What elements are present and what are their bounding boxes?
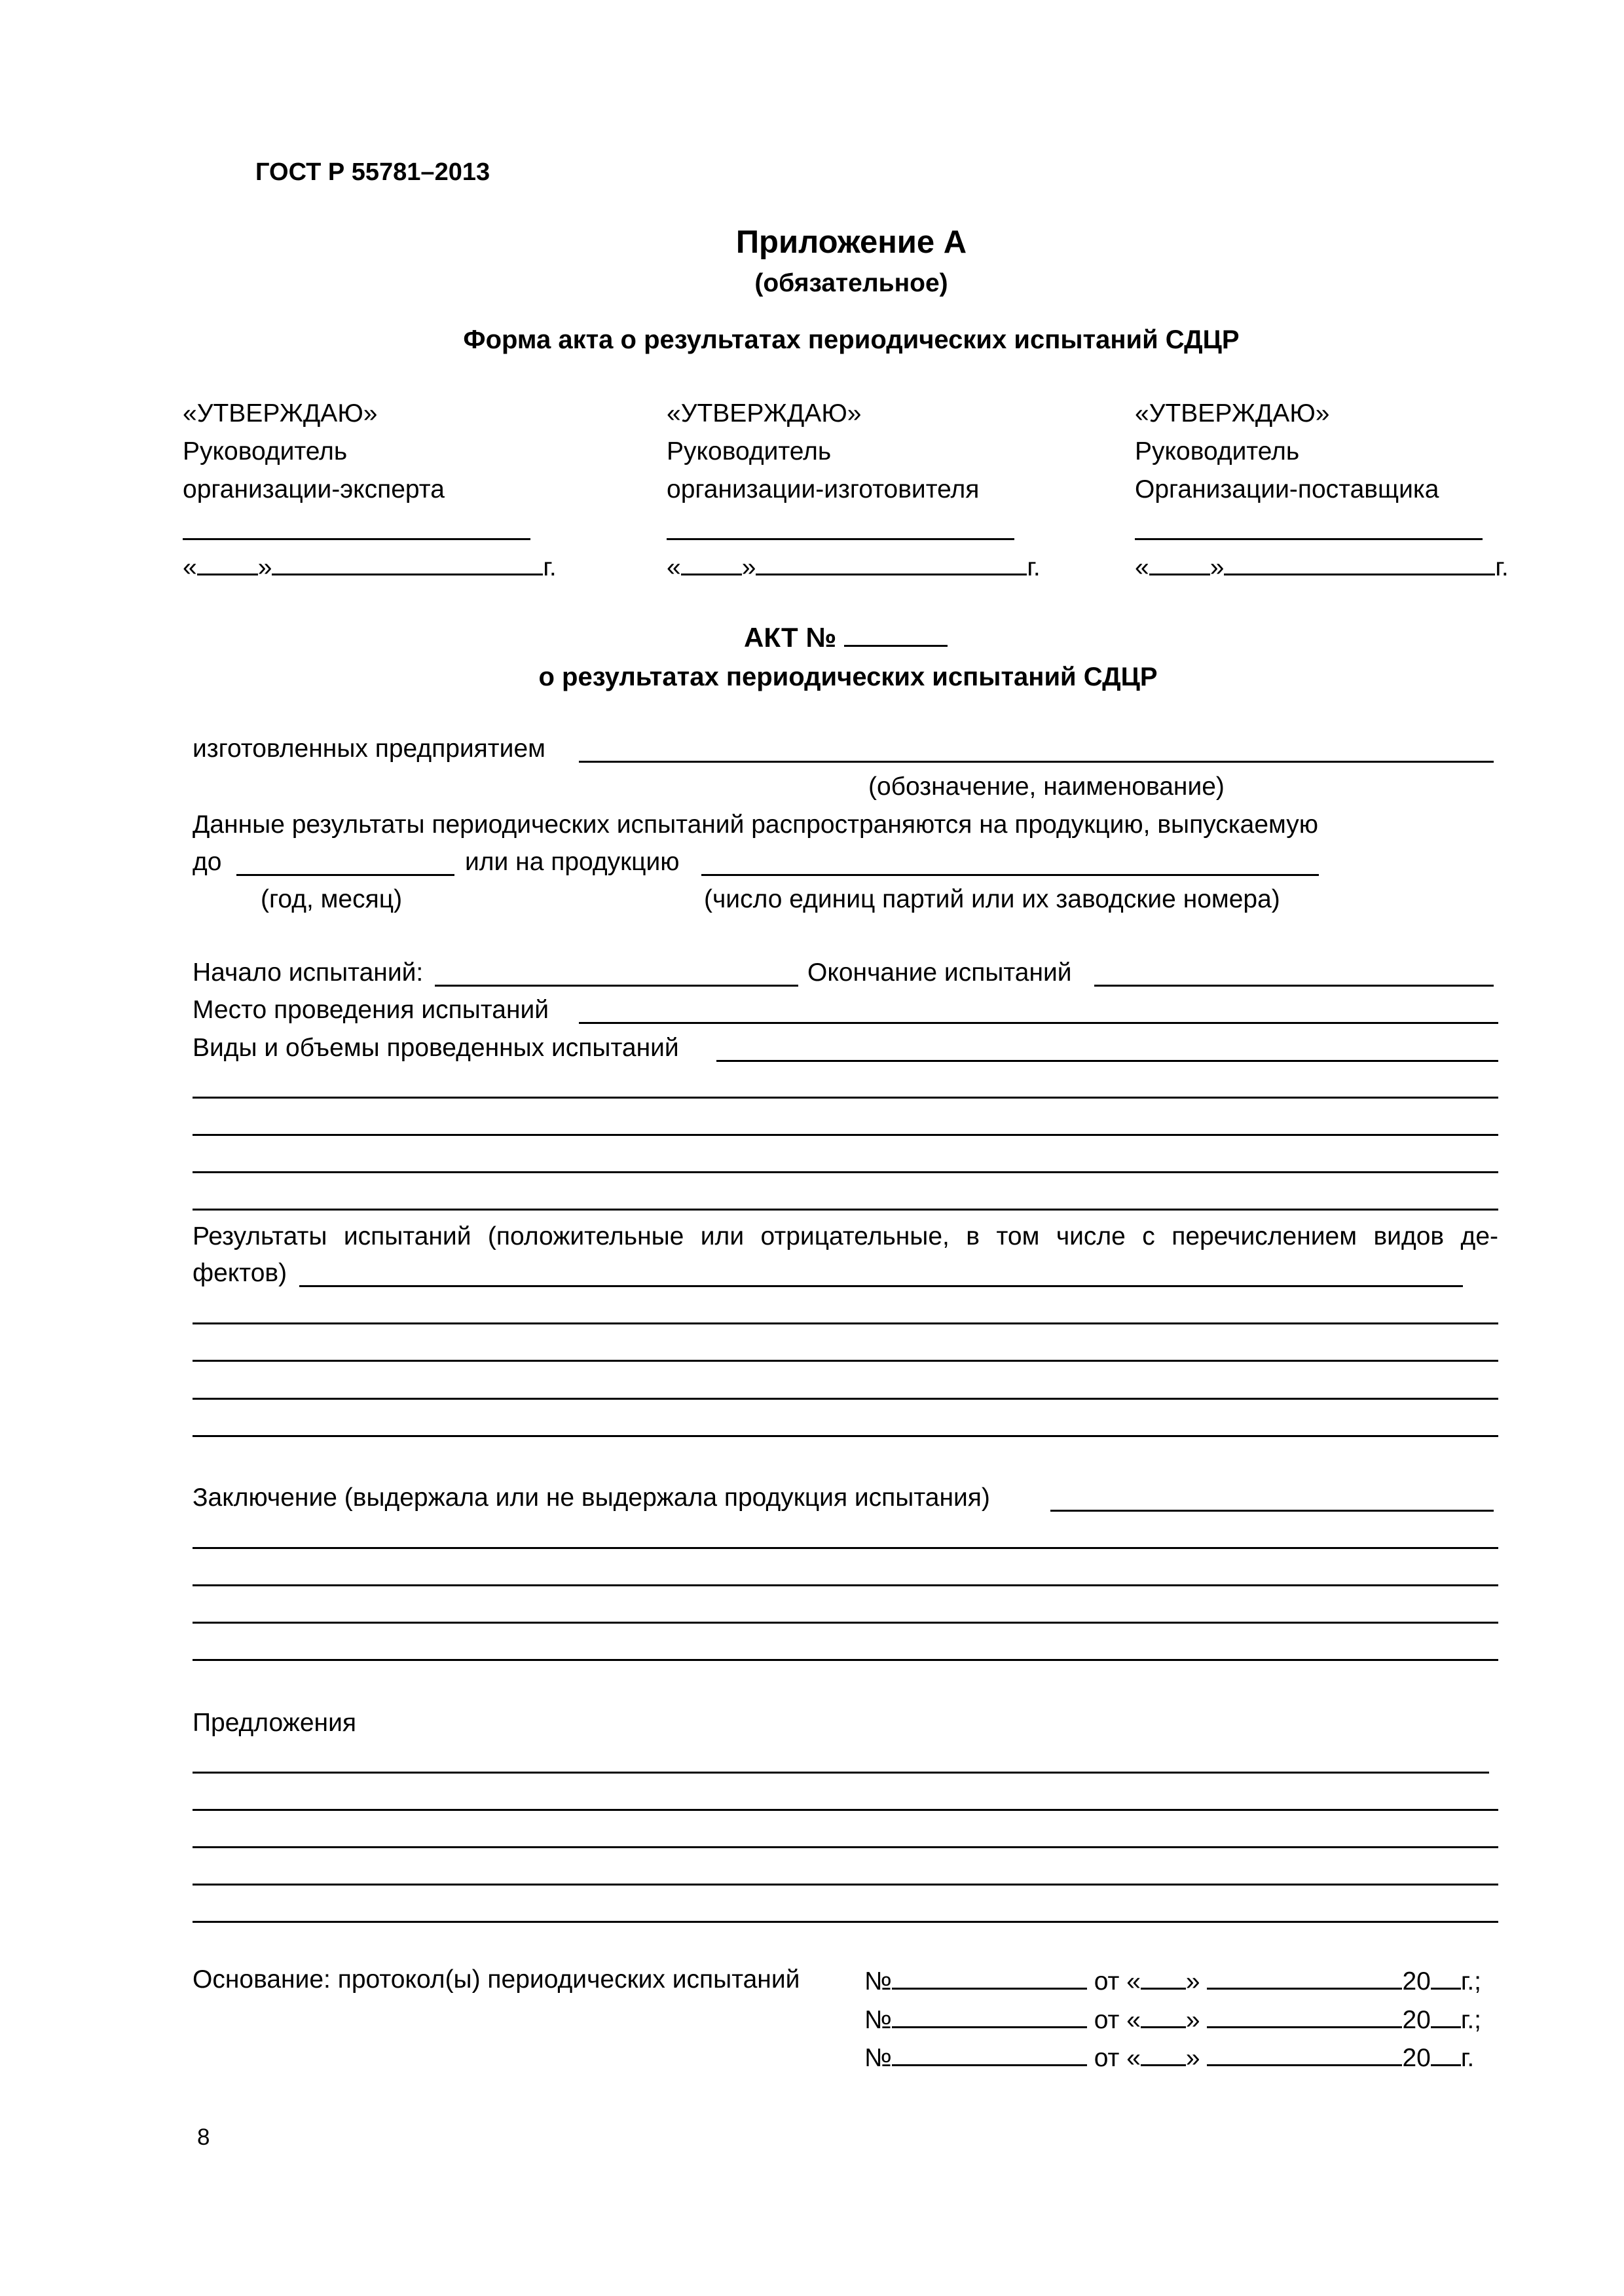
protocol-row xyxy=(864,2043,1474,2071)
conclusion-field-line[interactable] xyxy=(193,1622,1498,1624)
until-label: до xyxy=(193,848,222,876)
product-units-field[interactable] xyxy=(701,874,1319,876)
appendix-status: (обязательное) xyxy=(754,269,948,297)
results-field-line[interactable] xyxy=(193,1398,1498,1400)
approval-date xyxy=(183,553,557,580)
protocol-number-field[interactable] xyxy=(892,1967,1087,1990)
protocol-from: от « xyxy=(1094,2006,1141,2034)
conclusion-field-line[interactable] xyxy=(193,1547,1498,1549)
protocol-number-sign: № xyxy=(864,2044,892,2072)
approval-position: Руководитель xyxy=(1135,437,1300,465)
quote-open: « xyxy=(183,553,197,581)
end-label: Окончание испытаний xyxy=(807,958,1072,987)
quote-close: » xyxy=(1185,2044,1200,2072)
approval-date xyxy=(667,553,1041,580)
century: 20 xyxy=(1402,2044,1431,2072)
proposals-field-line[interactable] xyxy=(193,1772,1489,1774)
act-subtitle: о результатах периодических испытаний СДЦР xyxy=(538,663,1158,691)
protocol-month-field[interactable] xyxy=(1207,1967,1402,1990)
quote-close: » xyxy=(1209,553,1225,581)
month-year-field[interactable] xyxy=(272,553,543,575)
protocol-from: от « xyxy=(1094,1967,1141,1995)
manufacturer-label: изготовленных предприятием xyxy=(193,735,545,763)
or-product-label: или на продукцию xyxy=(465,848,680,876)
day-field[interactable] xyxy=(197,553,258,575)
act-number-label: АКТ № xyxy=(744,622,837,653)
protocol-number-sign: № xyxy=(864,1967,892,1995)
place-label: Место проведения испытаний xyxy=(193,996,549,1024)
approval-position: Руководитель xyxy=(183,437,348,465)
protocol-year-field[interactable] xyxy=(1431,1967,1461,1990)
approval-organization: организации-изготовителя xyxy=(667,475,980,503)
protocol-row xyxy=(864,1967,1481,1994)
appendix-title: Приложение А xyxy=(735,225,967,260)
basis-label: Основание: протокол(ы) периодических испытаний xyxy=(193,1965,800,1994)
protocol-day-field[interactable] xyxy=(1141,2043,1186,2066)
protocol-day-field[interactable] xyxy=(1141,2005,1186,2028)
start-label: Начало испытаний: xyxy=(193,958,424,987)
approval-organization: Организации-поставщика xyxy=(1135,475,1439,503)
until-date-field[interactable] xyxy=(236,874,454,876)
kinds-field-line[interactable] xyxy=(193,1097,1498,1099)
kinds-field-line[interactable] xyxy=(193,1209,1498,1211)
protocol-row xyxy=(864,2005,1481,2033)
start-date-field[interactable] xyxy=(435,985,798,987)
protocol-day-field[interactable] xyxy=(1141,1967,1186,1990)
validity-text: Данные результаты периодических испытаний распространяются на продукцию, выпускаемую xyxy=(193,811,1319,839)
protocol-number-field[interactable] xyxy=(892,2043,1087,2066)
year-suffix: г.; xyxy=(1460,2006,1481,2034)
signature-line[interactable] xyxy=(667,538,1014,540)
approval-date xyxy=(1135,553,1509,580)
conclusion-field[interactable] xyxy=(1050,1510,1494,1512)
year-suffix: г.; xyxy=(1460,1967,1481,1995)
results-label-cont: фектов) xyxy=(193,1259,287,1287)
quote-close: » xyxy=(1185,2006,1200,2034)
quote-close: » xyxy=(741,553,756,581)
approval-position: Руководитель xyxy=(667,437,832,465)
kinds-label: Виды и объемы проведенных испытаний xyxy=(193,1034,679,1062)
place-field[interactable] xyxy=(579,1022,1498,1024)
year-suffix: г. xyxy=(1460,2044,1475,2072)
day-field[interactable] xyxy=(681,553,742,575)
proposals-field-line[interactable] xyxy=(193,1921,1498,1923)
century: 20 xyxy=(1402,1967,1431,1995)
proposals-label: Предложения xyxy=(193,1709,356,1737)
proposals-field-line[interactable] xyxy=(193,1884,1498,1886)
quote-open: « xyxy=(667,553,681,581)
results-field[interactable] xyxy=(299,1285,1463,1287)
conclusion-label: Заключение (выдержала или не выдержала продукция испытания) xyxy=(193,1484,990,1512)
year-suffix: г. xyxy=(543,553,557,581)
kinds-field-line[interactable] xyxy=(193,1171,1498,1173)
hint-units: (число единиц партий или их заводские номера) xyxy=(704,885,1280,913)
signature-line[interactable] xyxy=(183,538,530,540)
results-field-line[interactable] xyxy=(193,1360,1498,1362)
approval-stamp: «УТВЕРЖДАЮ» xyxy=(1135,399,1330,428)
manufacturer-field[interactable] xyxy=(579,761,1494,763)
century: 20 xyxy=(1402,2006,1431,2034)
approval-organization: организации-эксперта xyxy=(183,475,445,503)
end-date-field[interactable] xyxy=(1094,985,1494,987)
page-number: 8 xyxy=(197,2124,210,2150)
proposals-field-line[interactable] xyxy=(193,1846,1498,1848)
conclusion-field-line[interactable] xyxy=(193,1659,1498,1661)
quote-close: » xyxy=(1185,1967,1200,1995)
protocol-month-field[interactable] xyxy=(1207,2005,1402,2028)
protocol-year-field[interactable] xyxy=(1431,2005,1461,2028)
act-number-field[interactable] xyxy=(844,625,948,647)
hint-date: (год, месяц) xyxy=(261,885,403,913)
results-field-line[interactable] xyxy=(193,1435,1498,1437)
protocol-number-field[interactable] xyxy=(892,2005,1087,2028)
conclusion-field-line[interactable] xyxy=(193,1584,1498,1586)
protocol-from: от « xyxy=(1094,2044,1141,2072)
kinds-field[interactable] xyxy=(716,1060,1498,1062)
year-suffix: г. xyxy=(1027,553,1041,581)
day-field[interactable] xyxy=(1149,553,1210,575)
approval-stamp: «УТВЕРЖДАЮ» xyxy=(667,399,862,428)
signature-line[interactable] xyxy=(1135,538,1483,540)
quote-open: « xyxy=(1135,553,1149,581)
act-title xyxy=(744,622,948,653)
month-year-field[interactable] xyxy=(756,553,1027,575)
kinds-field-line[interactable] xyxy=(193,1134,1498,1136)
protocol-number-sign: № xyxy=(864,2006,892,2034)
protocol-year-field[interactable] xyxy=(1431,2043,1461,2066)
year-suffix: г. xyxy=(1495,553,1509,581)
proposals-field-line[interactable] xyxy=(193,1809,1498,1811)
protocol-month-field[interactable] xyxy=(1207,2043,1402,2066)
standard-number: ГОСТ Р 55781–2013 xyxy=(255,158,490,186)
results-field-line[interactable] xyxy=(193,1322,1498,1324)
results-label: Результаты испытаний (положительные или отрицательные, в том числе с перечислением видов де- xyxy=(193,1222,1498,1250)
quote-close: » xyxy=(257,553,272,581)
form-title: Форма акта о результатах периодических испытаний СДЦР xyxy=(463,325,1240,354)
manufacturer-hint: (обозначение, наименование) xyxy=(868,773,1225,801)
month-year-field[interactable] xyxy=(1224,553,1495,575)
approval-stamp: «УТВЕРЖДАЮ» xyxy=(183,399,378,428)
